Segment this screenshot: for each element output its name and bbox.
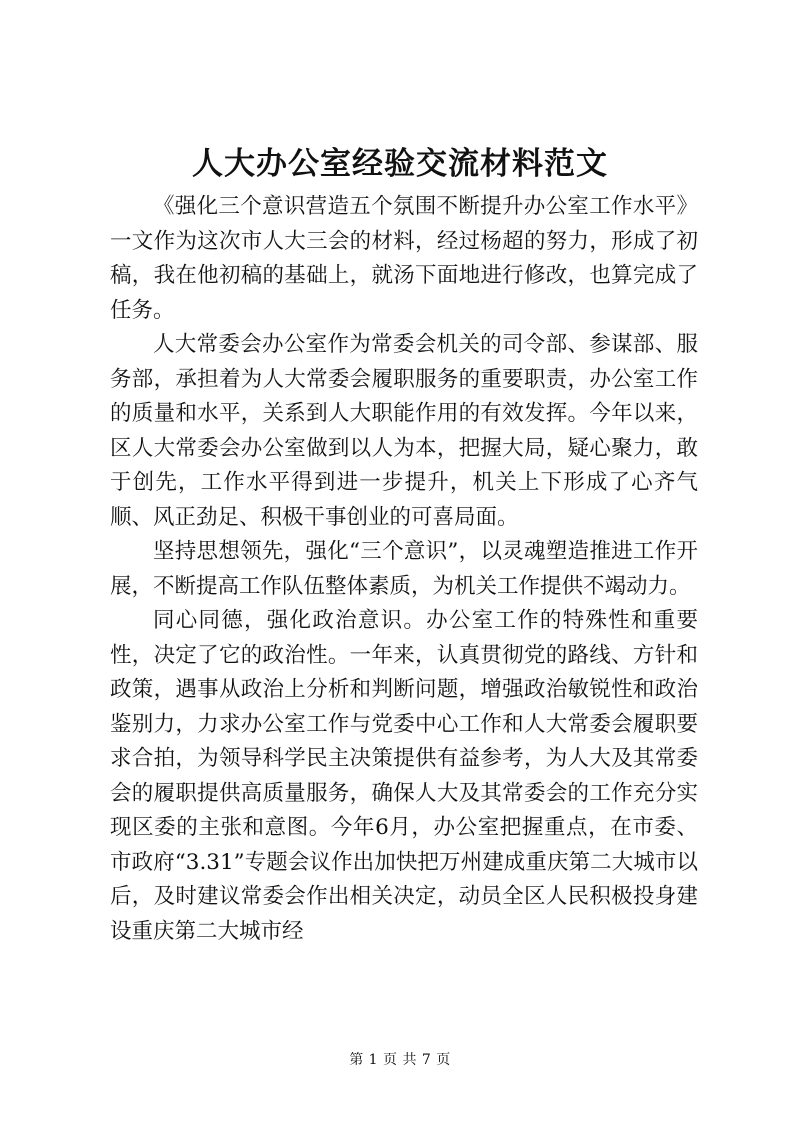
page-footer: 第 1 页 共 7 页	[349, 1052, 451, 1068]
document-body	[110, 190, 698, 949]
paragraph-3: 坚持思想领先，强化“三个意识”，以灵魂塑造推进工作开展，不断提高工作队伍整体素质，为机关工作提供不竭动力。	[110, 539, 698, 599]
paragraph-1: 《强化三个意识营造五个氛围不断提升办公室工作水平》一文作为这次市人大三会的材料，经过杨超的努力，形成了初稿，我在他初稿的基础上，就汤下面地进行修改，也算完成了任务。	[110, 194, 698, 323]
paragraph-2: 人大常委会办公室作为常委会机关的司令部、参谋部、服务部，承担着为人大常委会履职服务的重要职责，办公室工作的质量和水平，关系到人大职能作用的有效发挥。今年以来，区人大常委会办公室做到以人为本，把握大局，疑心聚力，敢于创先，工作水平得到进一步提升，机关上下形成了心齐气顺、风正劲足、积极干事创业的可喜局面。	[110, 332, 698, 530]
document-title: 人大办公室经验交流材料范文	[192, 146, 608, 182]
paragraph-4: 同心同德，强化政治意识。办公室工作的特殊性和重要性，决定了它的政治性。一年来，认真贯彻党的路线、方针和政策，遇事从政治上分析和判断问题，增强政治敏锐性和政治鉴别力，力求办公室工作与党委中心工作和人大常委会履职要求合拍，为领导科学民主决策提供有益参考，为人大及其常委会的履职提供高质量服务，确保人大及其常委会的工作充分实现区委的主张和意图。今年6月，办公室把握重点，在市委、市政府“3.31”专题会议作出加快把万州建成重庆第二大城市以后，及时建议常委会作出相关决定，动员全区人民积极投身建设重庆第二大城市经	[110, 608, 698, 944]
